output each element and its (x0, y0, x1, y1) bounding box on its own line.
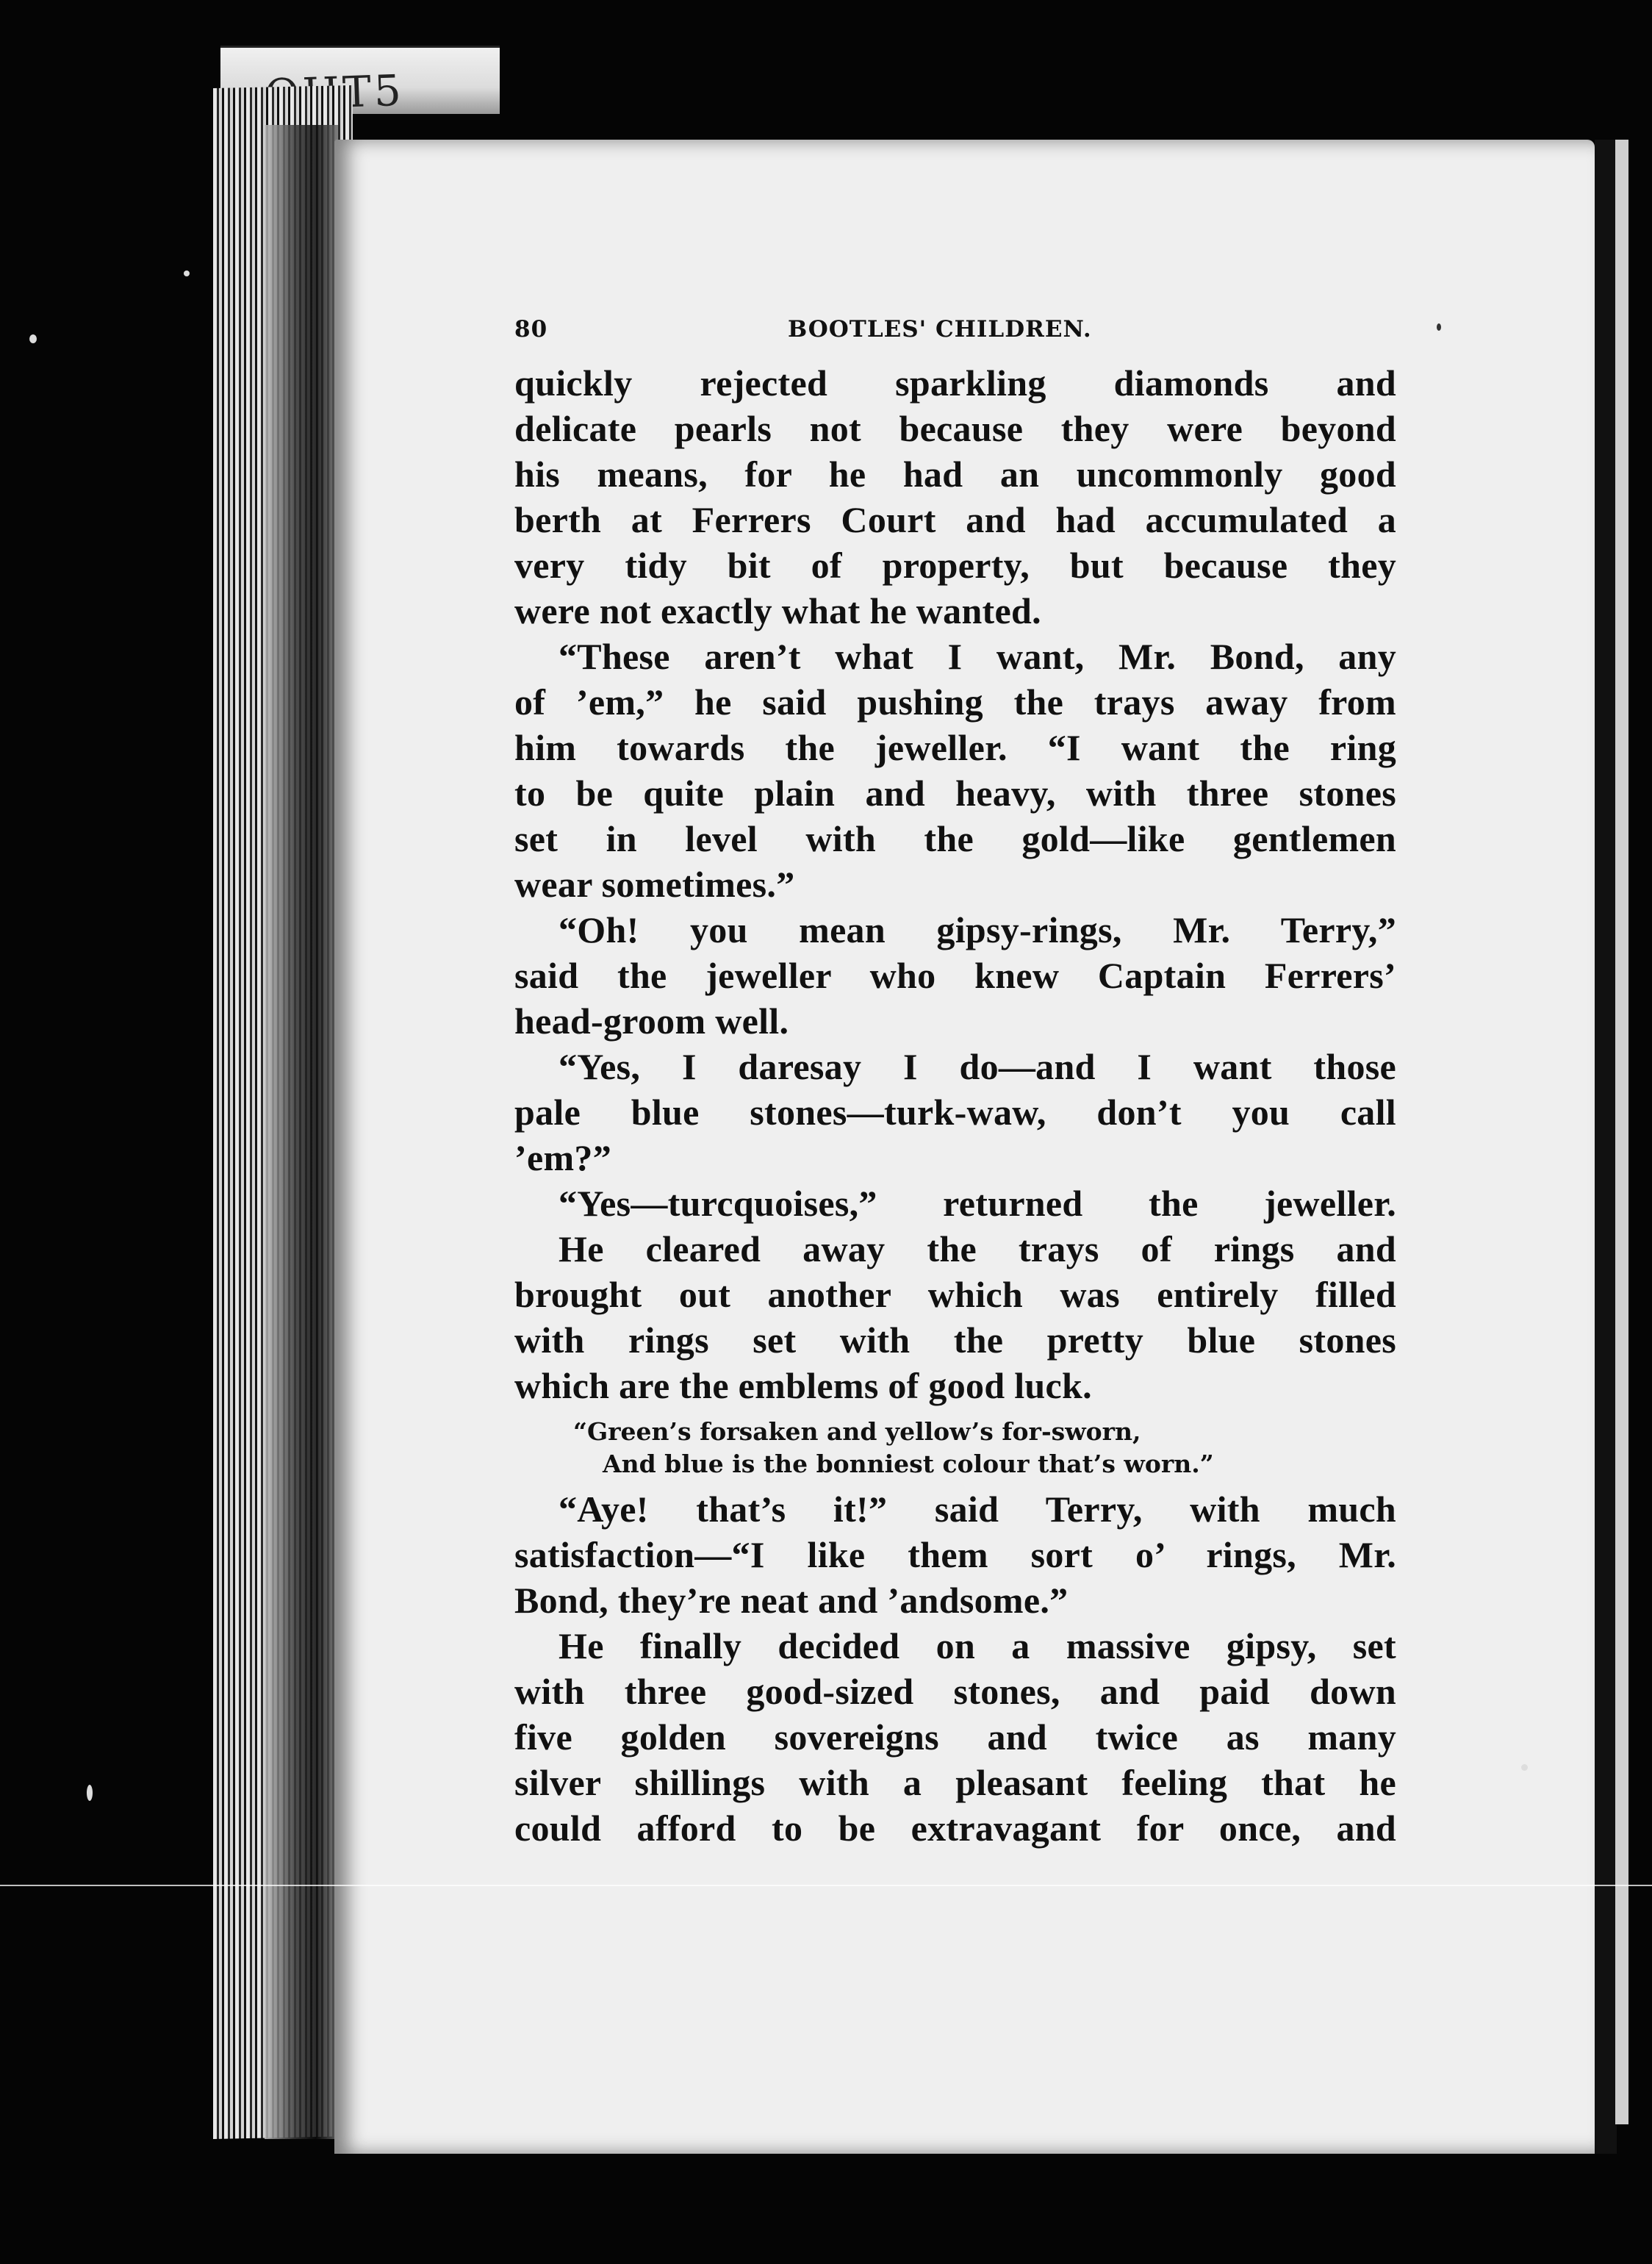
right-page-edge-light (1615, 140, 1628, 2124)
verse-line: And blue is the bonniest colour that’s worn.” (603, 1450, 1214, 1478)
text-line: “These aren’t what I want, Mr. Bond, any (559, 636, 1396, 677)
scan-speck (29, 334, 37, 343)
text-line: which are the emblems of good luck. (514, 1365, 1092, 1406)
text-line: with three good-sized stones, and paid down (514, 1671, 1396, 1712)
text-line: quickly rejected sparkling diamonds and (514, 362, 1396, 404)
text-line: brought out another which was entirely filled (514, 1274, 1396, 1315)
right-page-edge (1595, 140, 1617, 2154)
text-line: “Aye! that’s it!” said Terry, with much (559, 1489, 1396, 1530)
scan-speck (1521, 1764, 1528, 1771)
text-line: He cleared away the trays of rings and (559, 1228, 1396, 1269)
text-line: satisfaction—“I like them sort o’ rings, Mr. (514, 1534, 1396, 1575)
scan-artifact-line (0, 1885, 1652, 1886)
text-line: very tidy bit of property, but because they (514, 545, 1396, 586)
page-number: 80 (514, 316, 548, 343)
running-head-title: BOOTLES' CHILDREN. (788, 316, 1092, 343)
text-line: of ’em,” he said pushing the trays away from (514, 681, 1396, 723)
scan-speck (1437, 323, 1441, 331)
text-line: “Yes—turcquoises,” returned the jeweller. (559, 1183, 1396, 1224)
text-line: head-groom well. (514, 1000, 789, 1042)
running-head (514, 316, 1396, 360)
verse-line: “Green’s forsaken and yellow’s for-sworn, (573, 1417, 1141, 1446)
scan-speck (184, 271, 190, 276)
text-line: could afford to be extravagant for once, and (514, 1808, 1396, 1849)
text-line: delicate pearls not because they were beyond (514, 408, 1396, 449)
text-line: berth at Ferrers Court and had accumulated a (514, 499, 1396, 540)
gutter-shadow (265, 125, 338, 2139)
text-line: “Yes, I daresay I do—and I want those (559, 1046, 1396, 1087)
text-line: him towards the jeweller. “I want the ring (514, 727, 1396, 768)
text-block (514, 316, 1396, 1851)
text-line: He finally decided on a massive gipsy, set (559, 1625, 1396, 1666)
text-line: wear sometimes.” (514, 864, 795, 905)
text-line: his means, for he had an uncommonly good (514, 454, 1396, 495)
text-line: “Oh! you mean gipsy-rings, Mr. Terry,” (559, 909, 1396, 950)
text-line: ’em?” (514, 1137, 611, 1178)
text-line: set in level with the gold—like gentlemen (514, 818, 1396, 859)
text-line: five golden sovereigns and twice as many (514, 1716, 1396, 1758)
scan-speck (87, 1785, 93, 1801)
text-line: to be quite plain and heavy, with three stones (514, 773, 1396, 814)
text-line: Bond, they’re neat and ’andsome.” (514, 1580, 1069, 1621)
text-line: silver shillings with a pleasant feeling that he (514, 1762, 1396, 1803)
text-line: pale blue stones—turk-waw, don’t you call (514, 1092, 1396, 1133)
text-line: were not exactly what he wanted. (514, 590, 1041, 631)
text-line: said the jeweller who knew Captain Ferrers’ (514, 955, 1396, 996)
text-line: with rings set with the pretty blue stones (514, 1319, 1396, 1361)
